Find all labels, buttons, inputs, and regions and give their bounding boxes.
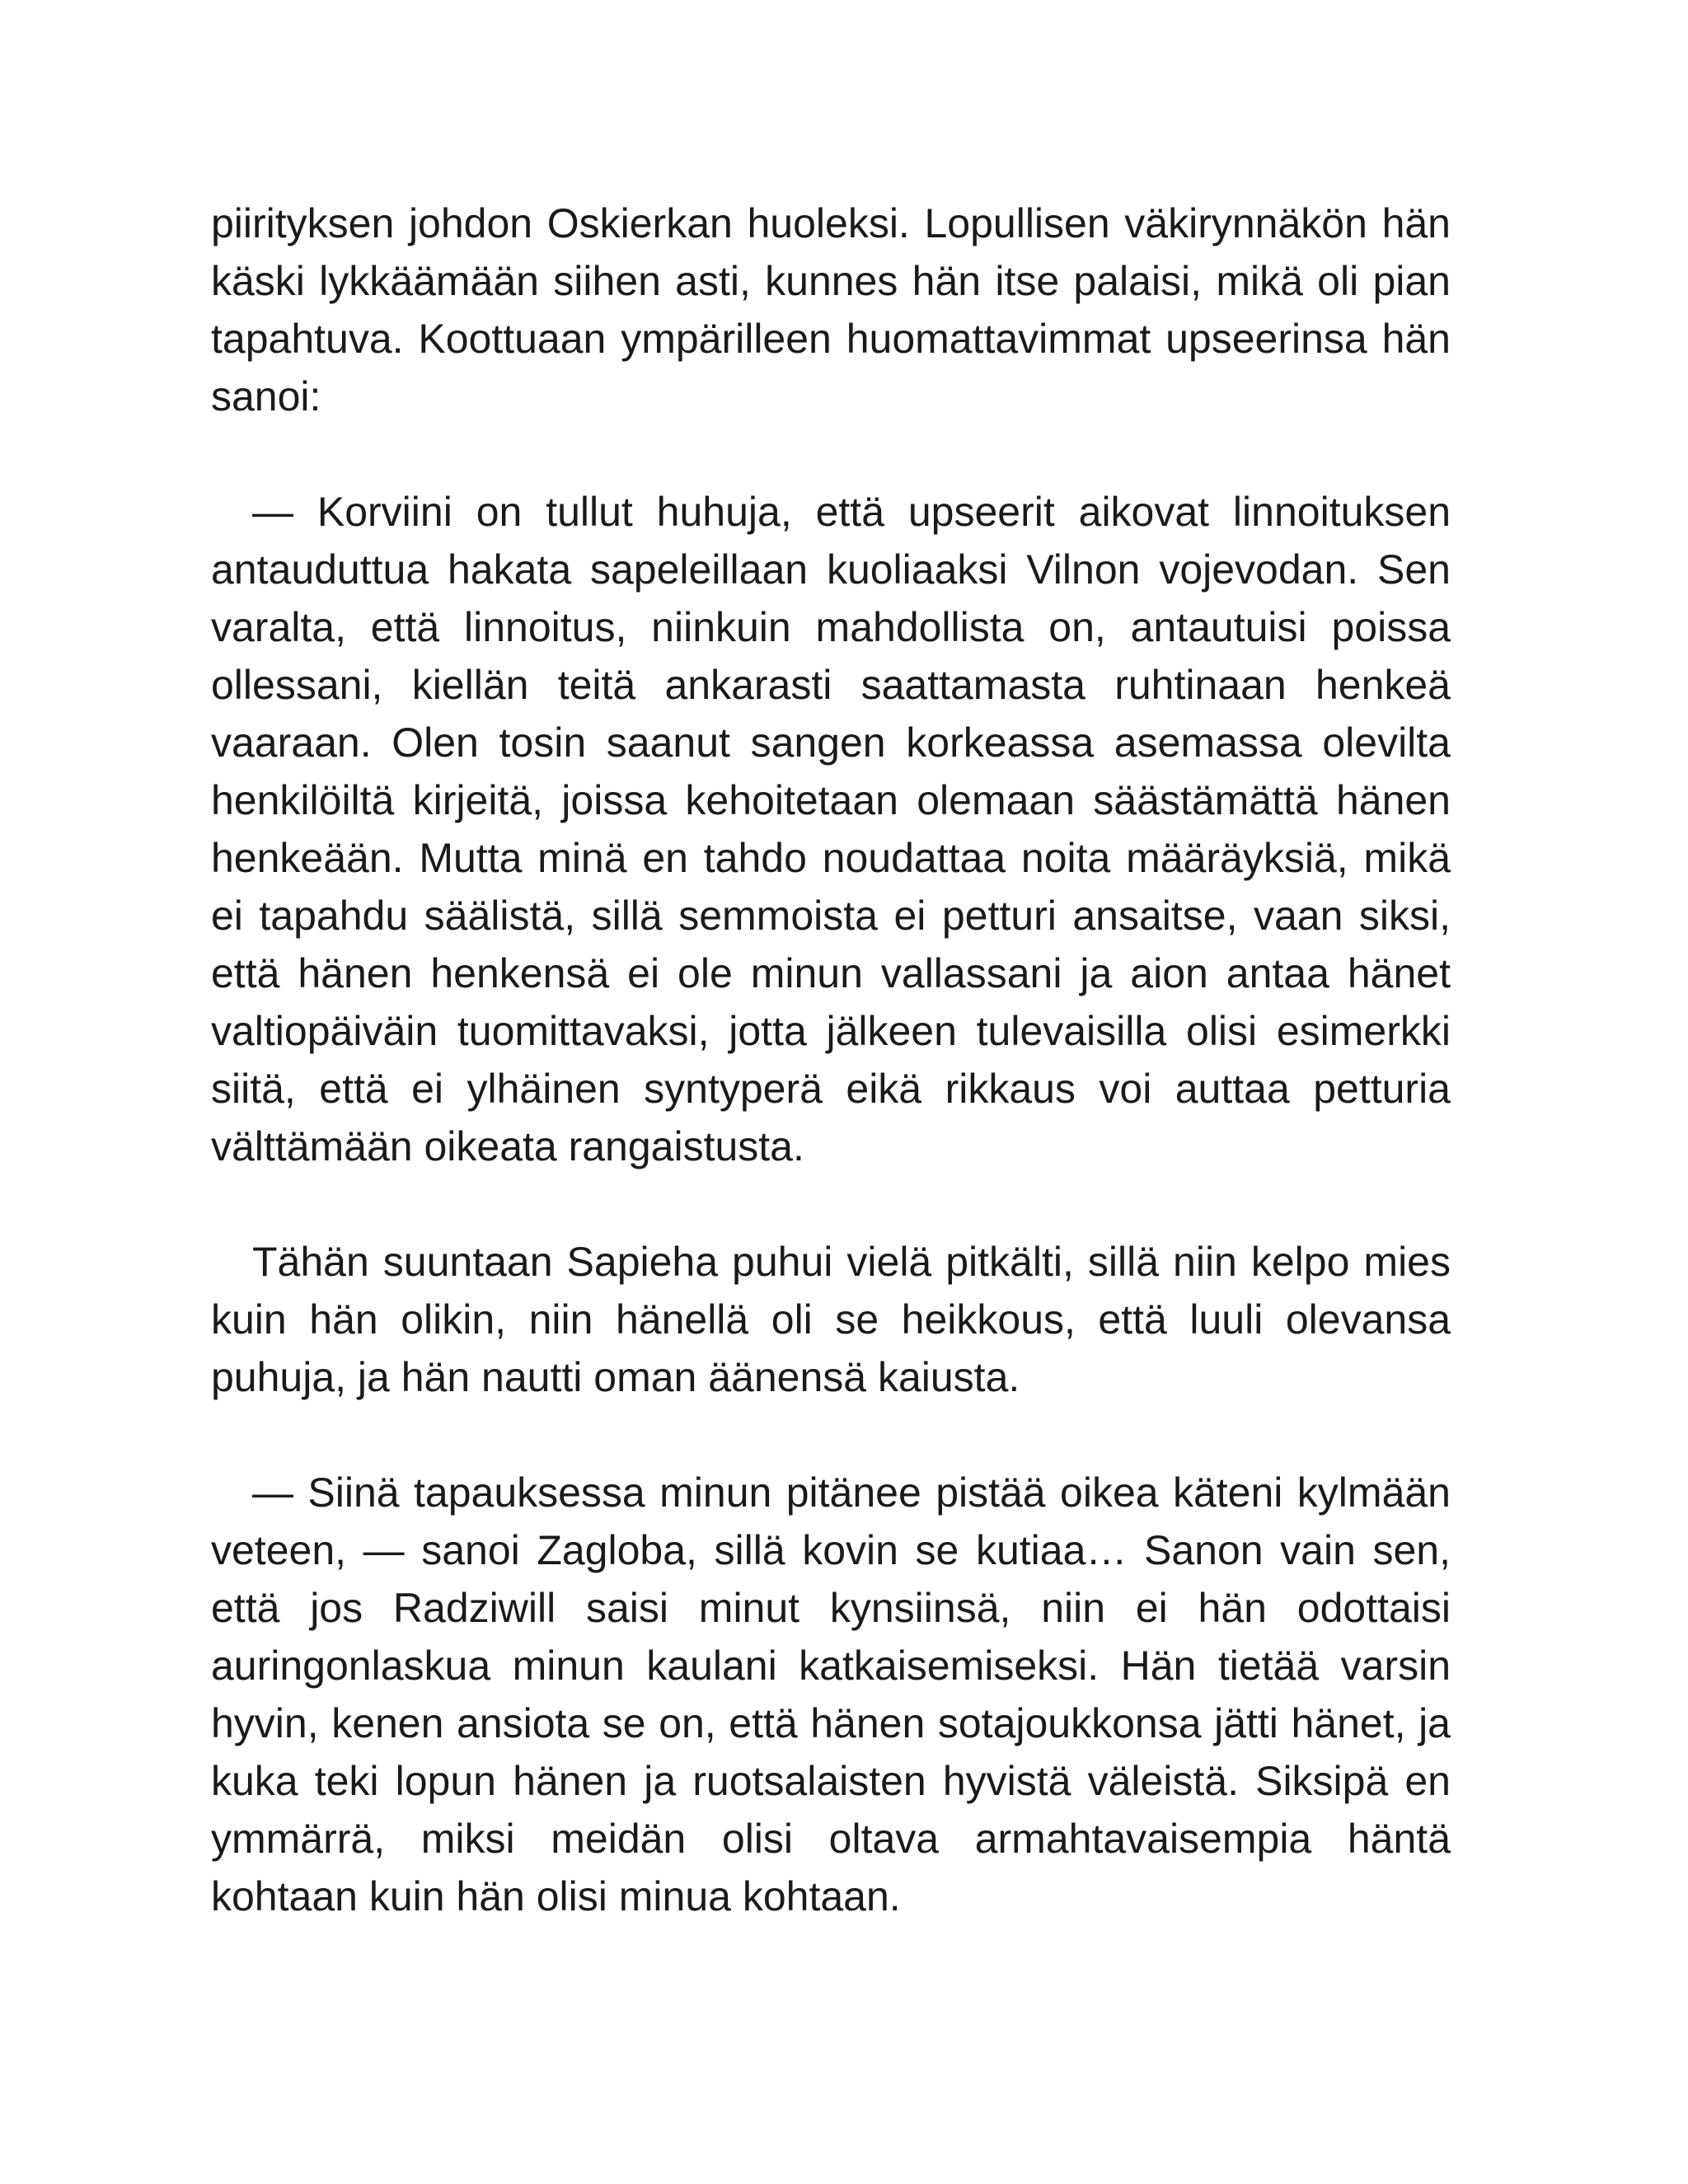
paragraph-4: — Siinä tapauksessa minun pitänee pistää oikea käteni kylmään veteen, — sanoi Zagloba, sillä kovin se kutiaa… Sanon vain sen, että jos Radziwill saisi minut kynsiinsä, niin ei hän odottaisi auringonlaskua minun kaulani katkaisemiseksi. Hän tietää varsin hyvin, kenen ansiota se on, että hänen sotajoukkonsa jätti hänet, ja kuka teki lopun hänen ja ruotsalaisten hyvistä väleistä. Siksipä en ymmärrä, miksi meidän olisi oltava armahtavaisempia häntä kohtaan kuin hän olisi minua kohtaan. bbox=[211, 1469, 1451, 1919]
paragraph-1: piirityksen johdon Oskierkan huoleksi. Lopullisen väkirynnäkön hän käski lykkäämään siihen asti, kunnes hän itse palaisi, mikä oli pian tapahtuva. Koottuaan ympärilleen huomattavimmat upseerinsa hän sanoi: bbox=[211, 200, 1451, 419]
paragraph-2: — Korviini on tullut huhuja, että upseerit aikovat linnoituksen antauduttua hakata sapeleillaan kuoliaaksi Vilnon vojevodan. Sen varalta, että linnoitus, niinkuin mahdollista on, antautuisi poissa ollessani, kiellän teitä ankarasti saattamasta ruhtinaan henkeä vaaraan. Olen tosin saanut sangen korkeassa asemassa olevilta henkilöiltä kirjeitä, joissa kehoitetaan olemaan säästämättä hänen henkeään. Mutta minä en tahdo noudattaa noita määräyksiä, mikä ei tapahdu säälistä, sillä semmoista ei petturi ansaitse, vaan siksi, että hänen henkensä ei ole minun vallassani ja aion antaa hänet valtiopäiväin tuomittavaksi, jotta jälkeen tulevaisilla olisi esimerkki siitä, että ei ylhäinen syntyperä eikä rikkaus voi auttaa petturia välttämään oikeata rangaistusta. bbox=[211, 489, 1451, 1169]
document-body bbox=[211, 194, 1451, 1983]
paragraph-3: Tähän suuntaan Sapieha puhui vielä pitkälti, sillä niin kelpo mies kuin hän olikin, niin hänellä oli se heikkous, että luuli olevansa puhuja, ja hän nautti oman äänensä kaiusta. bbox=[211, 1239, 1451, 1400]
